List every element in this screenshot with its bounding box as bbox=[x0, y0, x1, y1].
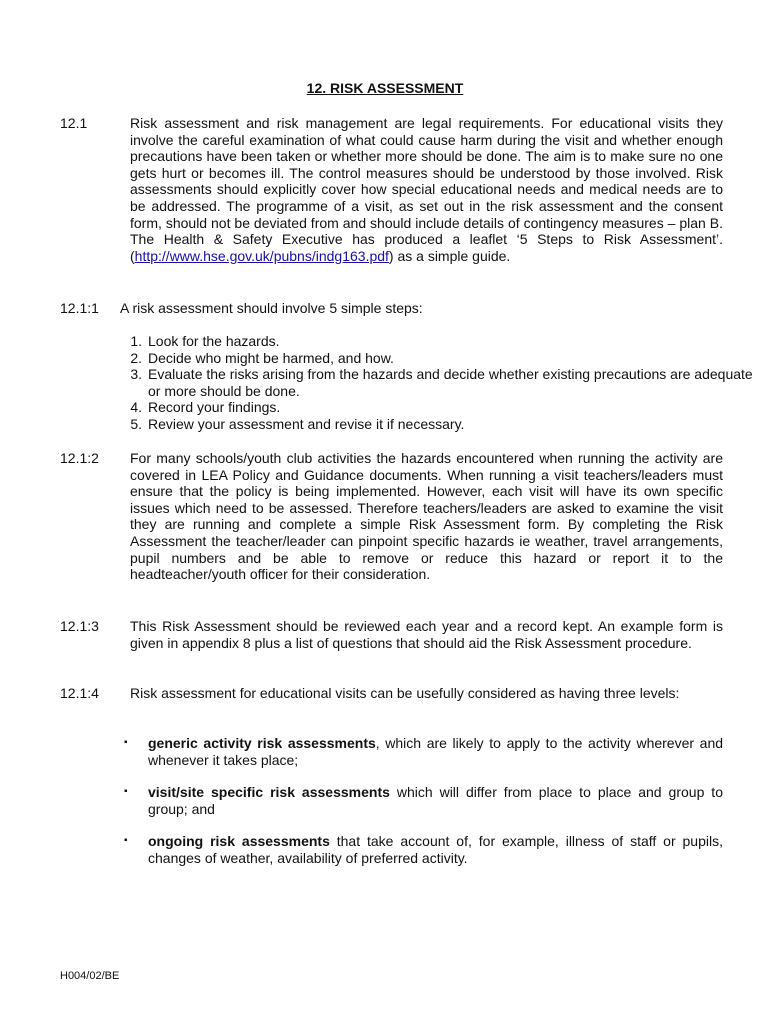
list-item bbox=[124, 735, 724, 768]
list-item bbox=[130, 333, 758, 350]
step-text: Decide who might be harmed, and how. bbox=[148, 349, 394, 366]
step-number: 3. bbox=[130, 366, 142, 383]
steps-list bbox=[120, 333, 758, 433]
step-number: 2. bbox=[130, 349, 142, 366]
section-text: This Risk Assessment should be reviewed each year and a record kept. An example form is given in appendix 8 plus a list of questions that should aid the Risk Assessment procedure. bbox=[130, 618, 723, 651]
list-item bbox=[130, 415, 758, 433]
step-text: Review your assessment and revise it if necessary. bbox=[148, 415, 465, 432]
levels-list bbox=[124, 735, 724, 883]
step-number: 1. bbox=[130, 333, 142, 349]
level-description: , which are likely to apply to the activity wherever and whenever it takes place; bbox=[148, 735, 724, 768]
section-number: 12.1:1 bbox=[60, 300, 99, 316]
section-number: 12.1:3 bbox=[60, 618, 99, 634]
level-name: visit/site specific risk assessments bbox=[148, 784, 390, 801]
bullet-icon: ▪ bbox=[124, 786, 128, 798]
section-text: Risk assessment and risk management are legal requirements. For educational visits they involve the careful examination of what could cause harm during the visit and whether enough precautions have been taken or whether more should be done. The aim is to make sure no one gets hurt or becomes ill. The control measures should be understood by those involved. Risk assessments should explicitly cover how special educational needs and medical needs are to be addressed. The programme of a visit, as set out in the risk assessment and the consent form, should not be deviated from and should include details of contingency measures – plan B. The Health & Safety Executive has produced a leaflet ‘5 Steps to Risk Assessment’. ( bbox=[130, 115, 723, 264]
document-reference: H004/02/BE bbox=[60, 970, 120, 982]
bullet-icon: ▪ bbox=[124, 835, 128, 847]
step-number: 5. bbox=[130, 415, 142, 432]
bullet-icon: ▪ bbox=[124, 737, 128, 748]
section-text: For many schools/youth club activities the hazards encountered when running the activity are covered in LEA Policy and Guidance documents. When running a visit teachers/leaders must ensure that the policy is being implemented. However, each visit will have its own specific issues which need to be assessed. Therefore teachers/leaders are asked to examine the visit they are running and complete a simple Risk Assessment form. By completing the Risk Assessment the teacher/leader can pinpoint specific hazards ie weather, travel arrangements, pupil numbers and be able to remove or reduce this hazard or report it to the headteacher/youth officer for their consideration. bbox=[130, 450, 723, 583]
level-description: that take account of, for example, illness of staff or pupils, changes of weather, availability of preferred activity. bbox=[148, 833, 723, 866]
section-number: 12.1 bbox=[60, 115, 88, 131]
page-title: 12. RISK ASSESSMENT bbox=[306, 80, 464, 96]
hse-leaflet-link[interactable]: http://www.hse.gov.uk/pubns/indg163.pdf bbox=[134, 247, 389, 264]
step-number: 4. bbox=[130, 399, 142, 416]
list-item bbox=[124, 833, 723, 866]
list-item bbox=[130, 349, 758, 367]
section-text-end: ) as a simple guide. bbox=[388, 247, 511, 264]
section-number: 12.1:2 bbox=[60, 450, 99, 466]
level-description: which will differ from place to place and group to group; and bbox=[148, 784, 723, 817]
section-number: 12.1:4 bbox=[60, 685, 99, 701]
step-text: Evaluate the risks arising from the hazards and decide whether existing precautions are adequate or more should be done. bbox=[148, 366, 753, 399]
list-item bbox=[130, 399, 758, 416]
list-item bbox=[124, 784, 723, 817]
step-text: Record your findings. bbox=[148, 399, 281, 416]
list-item bbox=[130, 366, 758, 399]
step-text: Look for the hazards. bbox=[148, 333, 280, 349]
section-text: A risk assessment should involve 5 simple steps: bbox=[120, 300, 423, 316]
section-text: Risk assessment for educational visits can be usefully considered as having three levels: bbox=[130, 685, 680, 701]
section-body bbox=[130, 115, 723, 264]
level-name: generic activity risk assessments bbox=[148, 735, 376, 751]
level-name: ongoing risk assessments bbox=[148, 833, 330, 850]
